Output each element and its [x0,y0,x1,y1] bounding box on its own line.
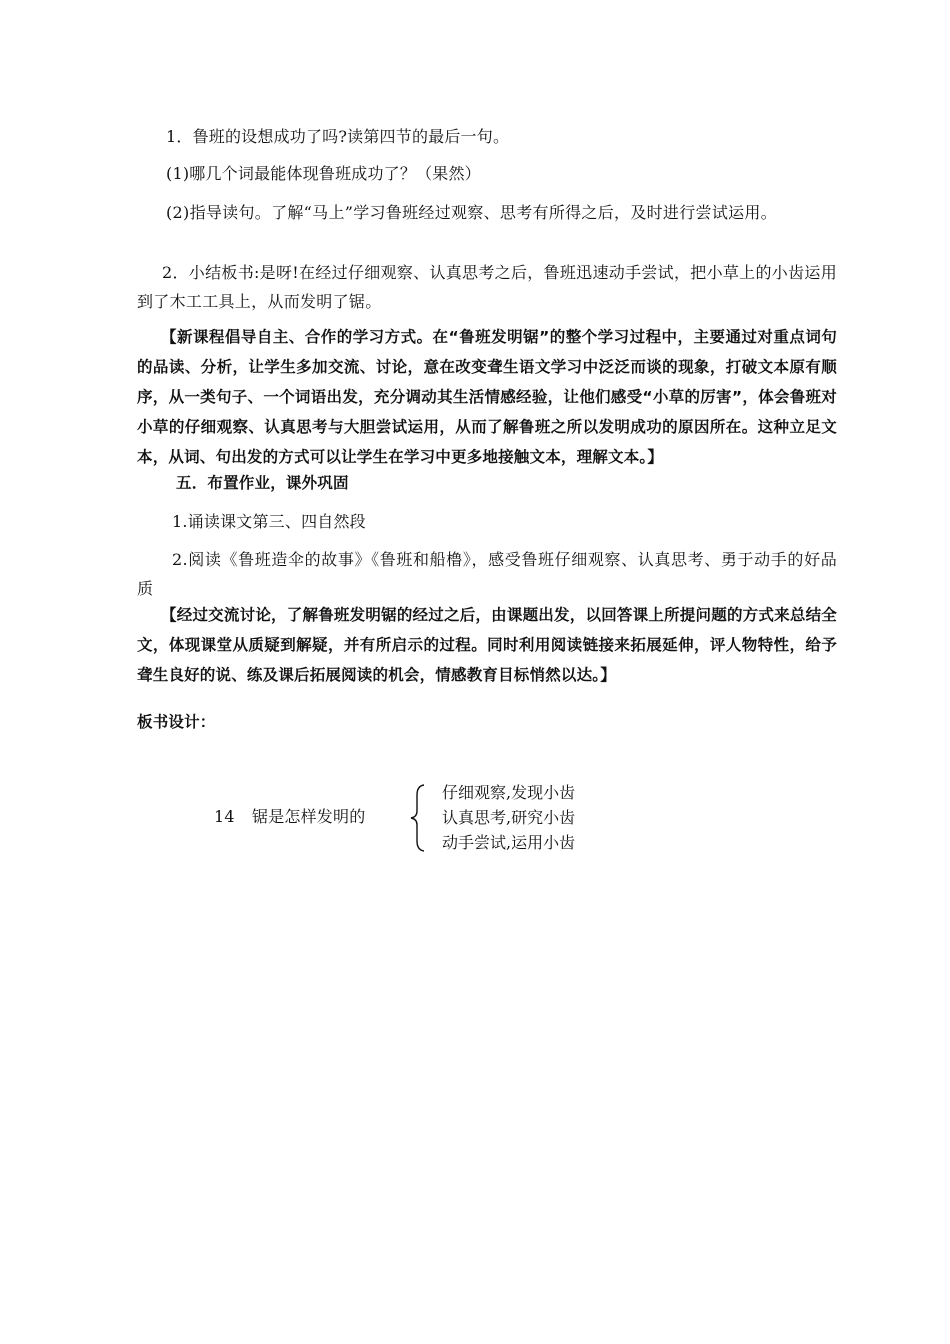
board-point-2: 认真思考,研究小齿 [442,808,576,827]
homework-item-2: 2.阅读《鲁班造伞的故事》《鲁班和船橹》，感受鲁班仔细观察、认真思考、勇于动手的好品质 [137,550,837,598]
board-lesson-title: 锯是怎样发明的 [252,807,366,826]
board-design-heading: 板书设计： [137,713,216,731]
design-note-2: 【经过交流讨论，了解鲁班发明锯的经过之后，由课题出发，以回答课上所提问题的方式来总结全文，体现课堂从质疑到解疑，并有所启示的过程。同时利用阅读链接来拓展延伸，评人物特性，给予聋生良好的说、练及课后拓展阅读的机会，情感教育目标悄然以达。】 [137,606,837,684]
design-note-1: 【新课程倡导自主、合作的学习方式。在“鲁班发明锯”的整个学习过程中，主要通过对重点词句的品读、分析，让学生多加交流、讨论，意在改变聋生语文学习中泛泛而谈的现象，打破文本原有顺序，从一类句子、一个词语出发，充分调动其生活情感经验，让他们感受“小草的厉害”，体会鲁班对小草的仔细观察、认真思考与大胆尝试运用，从而了解鲁班之所以发明成功的原因所在。这种立足文本，从词、句出发的方式可以让学生在学习中更多地接触文本，理解文本。】 [137,328,837,466]
question-1-sub-2: (2)指导读句。了解“马上”学习鲁班经过观察、思考有所得之后，及时进行尝试运用。 [166,203,778,222]
question-1: 1．鲁班的设想成功了吗?读第四节的最后一句。 [166,127,510,146]
board-lesson-number: 14 [214,807,235,826]
homework-item-1: 1.诵读课文第三、四自然段 [172,512,366,531]
section-5-heading: 五．布置作业，课外巩固 [176,474,349,492]
board-point-1: 仔细观察,发现小齿 [442,783,576,802]
summary-paragraph: 2．小结板书:是呀!在经过仔细观察、认真思考之后，鲁班迅速动手尝试，把小草上的小齿运用到了木工工具上，从而发明了锯。 [137,263,837,311]
question-1-sub-1: (1)哪几个词最能体现鲁班成功了？（果然） [166,164,481,183]
board-point-3: 动手尝试,运用小齿 [442,833,576,852]
curly-brace-icon [408,783,430,853]
